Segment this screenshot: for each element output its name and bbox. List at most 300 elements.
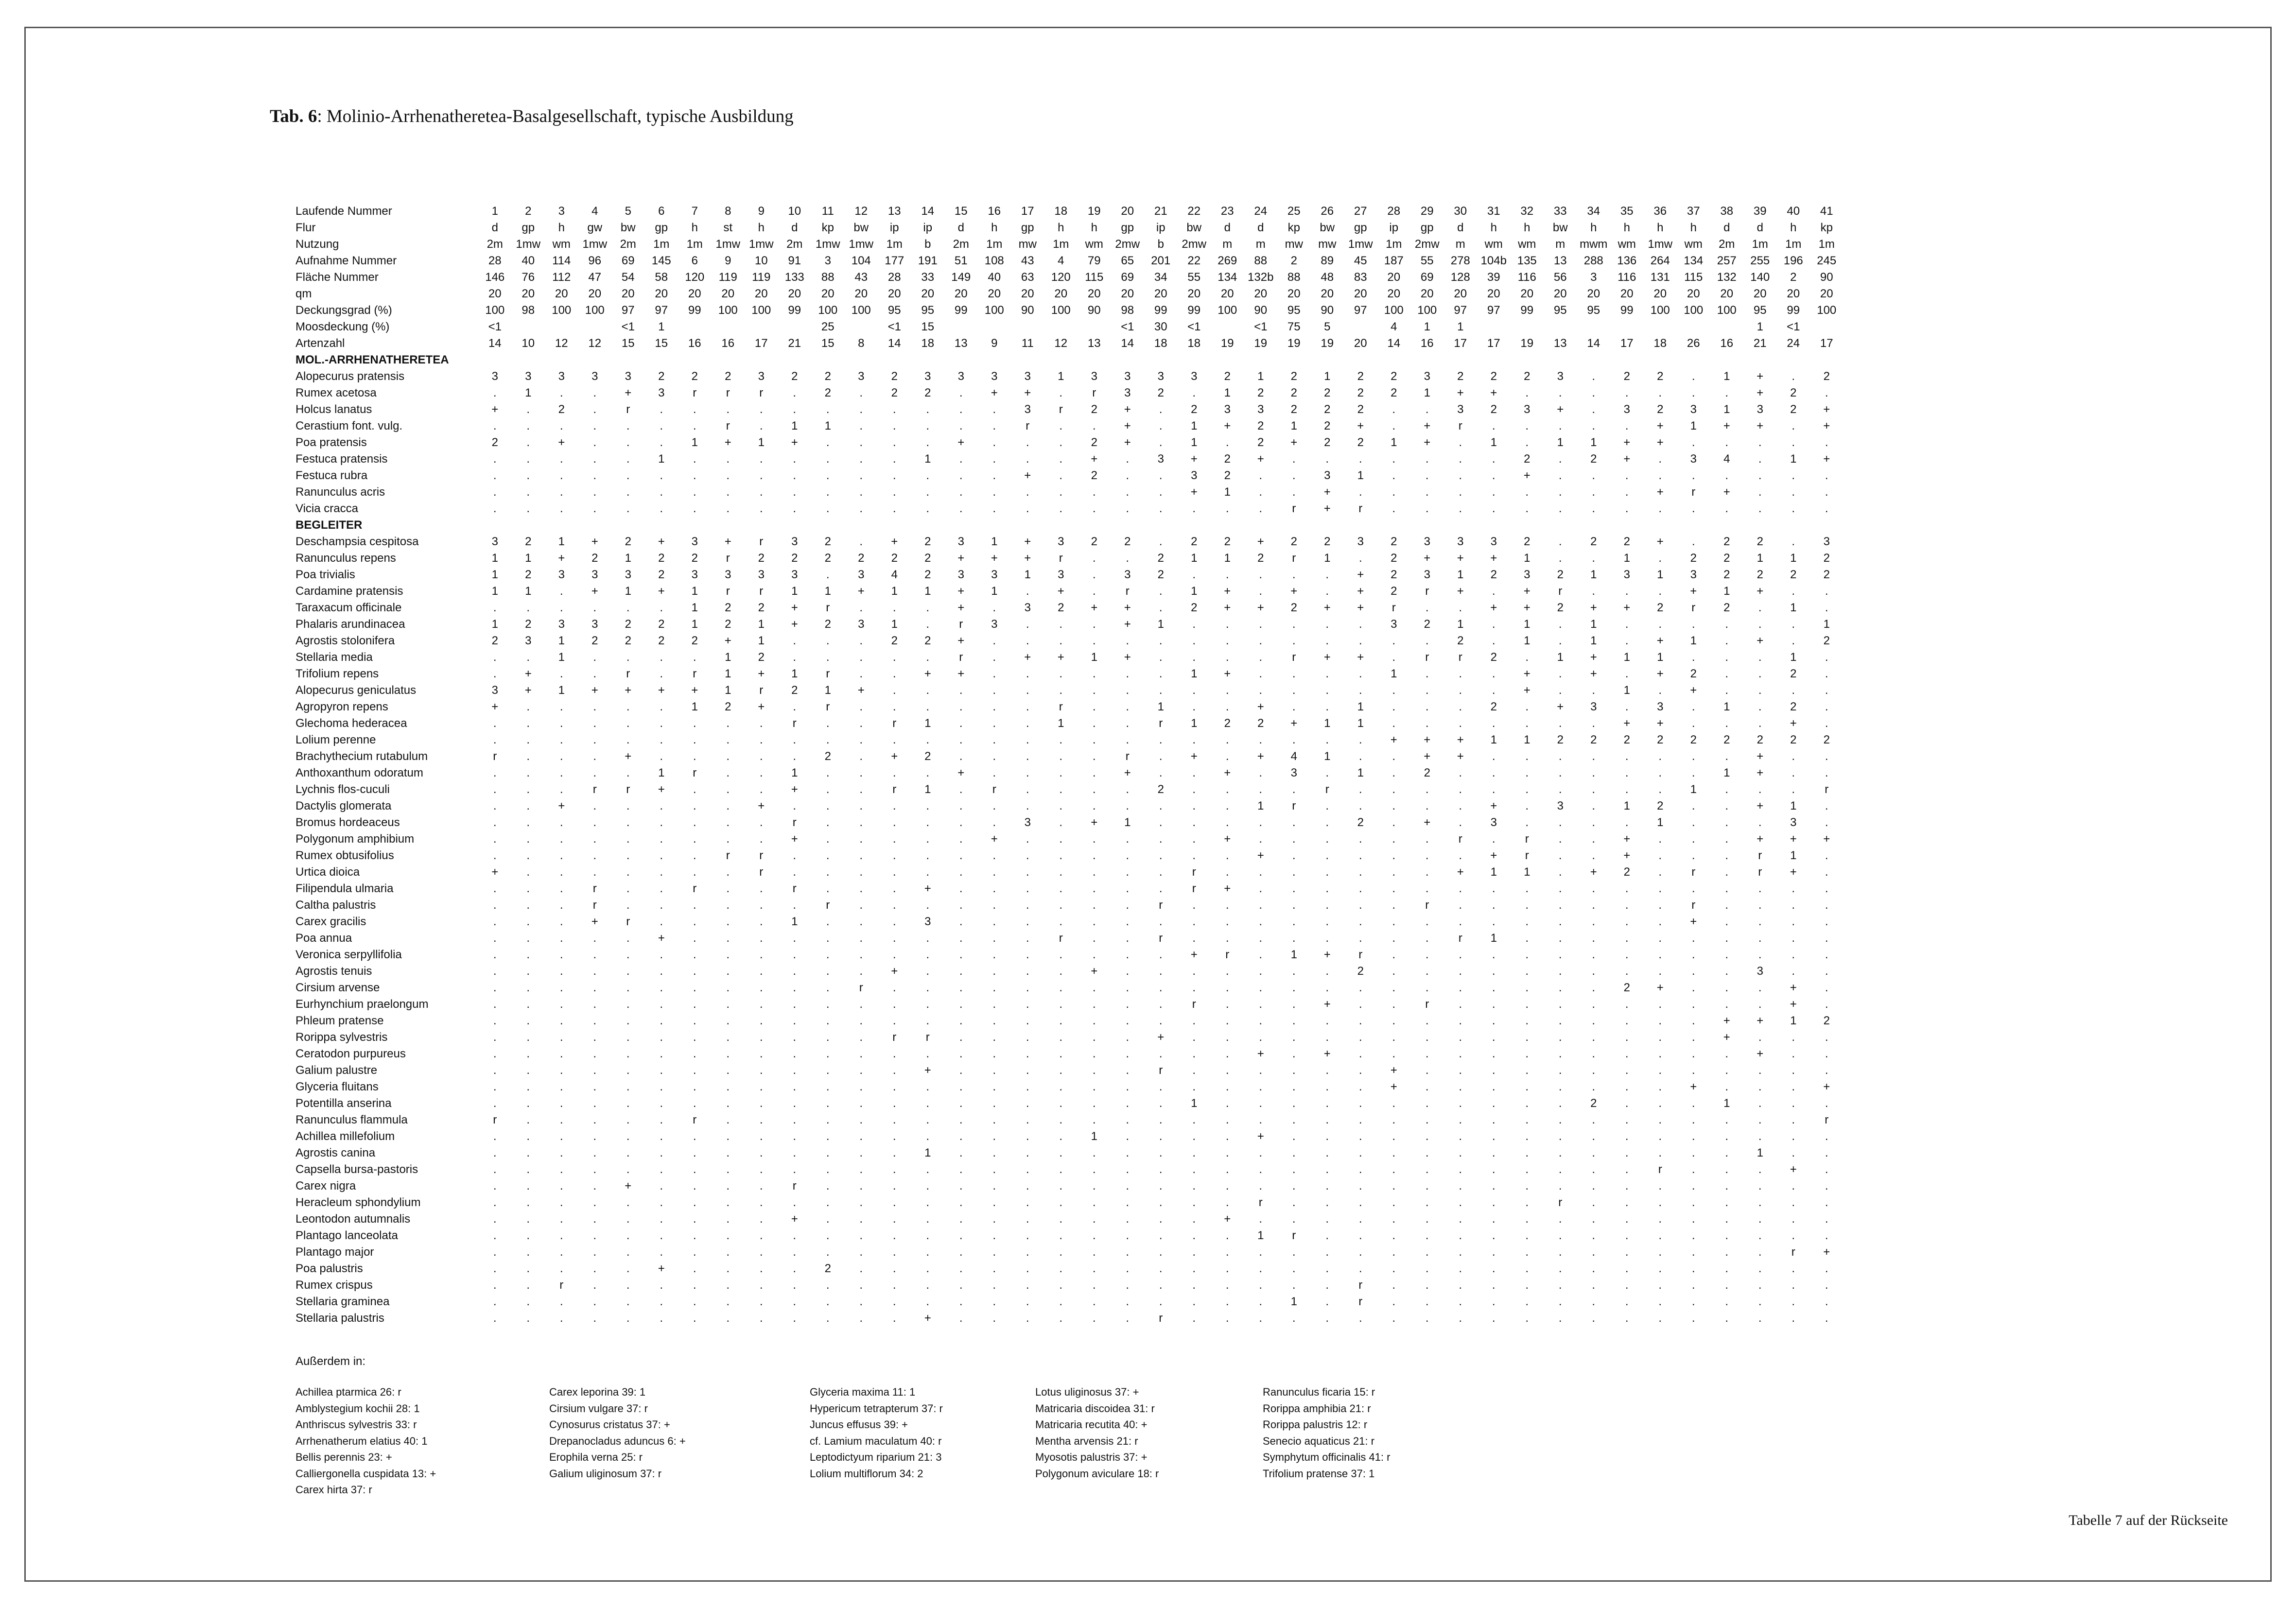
table-cell: gp — [655, 221, 668, 234]
table-cell: 20 — [1753, 287, 1767, 300]
table-cell: . — [1159, 1196, 1163, 1209]
table-cell: . — [1658, 1295, 1662, 1308]
table-cell: . — [892, 1163, 896, 1176]
table-cell: . — [726, 452, 730, 466]
table-cell: ip — [889, 221, 899, 234]
table-cell: . — [1758, 502, 1762, 515]
table-cell: . — [1425, 667, 1429, 680]
table-cell: . — [1492, 998, 1496, 1011]
table-cell: . — [892, 1014, 896, 1027]
table-cell: . — [1725, 849, 1729, 862]
table-title-text: : Molinio-Arrhenatheretea-Basalgesellschaft, typische Ausbildung — [317, 106, 794, 126]
table-cell: . — [1126, 1031, 1130, 1044]
table-cell: . — [693, 948, 696, 961]
table-cell: gp — [1121, 221, 1134, 234]
table-cell: + — [1757, 585, 1764, 598]
table-cell: 3 — [525, 634, 532, 647]
table-cell: mw — [1318, 238, 1337, 251]
table-cell: 3 — [658, 386, 665, 399]
table-cell: 8 — [858, 337, 865, 350]
table-cell: r — [1691, 899, 1696, 912]
table-cell: 2 — [1257, 419, 1264, 432]
species-row — [296, 1079, 1844, 1095]
table-cell: 1 — [1058, 370, 1064, 383]
table-cell: 79 — [1087, 254, 1101, 267]
table-cell: 2 — [625, 634, 631, 647]
table-cell: . — [693, 750, 696, 763]
table-cell: . — [826, 915, 830, 928]
row-label: Eurhynchium praelongum — [296, 998, 429, 1011]
table-cell: . — [1126, 1179, 1130, 1192]
species-row — [296, 1211, 1844, 1227]
table-cell: . — [1658, 1031, 1662, 1044]
additional-species-item: Cynosurus cristatus 37: + — [549, 1418, 670, 1431]
table-cell: r — [726, 585, 730, 598]
table-cell: . — [1259, 1279, 1263, 1292]
table-cell: . — [859, 733, 863, 746]
table-cell: d — [1723, 221, 1730, 234]
table-cell: . — [559, 998, 563, 1011]
table-cell: . — [1425, 1130, 1429, 1143]
table-cell: . — [1625, 386, 1629, 399]
table-cell: . — [1459, 965, 1462, 978]
table-cell: + — [724, 436, 731, 449]
table-cell: . — [1425, 700, 1429, 713]
species-row — [296, 1095, 1844, 1112]
table-cell: . — [626, 816, 630, 829]
table-cell: . — [892, 1146, 896, 1159]
table-cell: 8 — [725, 205, 731, 218]
table-cell: . — [1126, 1047, 1130, 1060]
table-cell: . — [1492, 981, 1496, 994]
table-cell: . — [1358, 849, 1362, 862]
species-row — [296, 881, 1844, 897]
table-cell: + — [591, 585, 598, 598]
table-cell: . — [1592, 485, 1596, 499]
table-cell: . — [1092, 849, 1096, 862]
table-cell: + — [1224, 419, 1231, 432]
table-cell: r — [592, 899, 597, 912]
table-cell: . — [1758, 1097, 1762, 1110]
table-cell: . — [1325, 981, 1329, 994]
table-cell: 2 — [1590, 452, 1597, 466]
table-cell: . — [1192, 965, 1196, 978]
table-cell: . — [1425, 1262, 1429, 1275]
table-cell: . — [1358, 552, 1362, 565]
table-cell: + — [1723, 485, 1730, 499]
table-cell: . — [1092, 1279, 1096, 1292]
table-cell: . — [526, 1179, 530, 1192]
table-cell: . — [1725, 965, 1729, 978]
table-cell: . — [826, 816, 830, 829]
table-cell: 100 — [585, 304, 605, 317]
table-cell: . — [926, 733, 930, 746]
species-row — [296, 1294, 1844, 1310]
table-cell: 3 — [1757, 403, 1763, 416]
table-cell: 20 — [1387, 271, 1401, 284]
header-row — [296, 236, 1844, 253]
table-cell: 6 — [658, 205, 665, 218]
table-cell: . — [1725, 1212, 1729, 1226]
table-cell: . — [1325, 1295, 1329, 1308]
table-cell: . — [1225, 750, 1229, 763]
row-label: Caltha palustris — [296, 899, 376, 912]
table-cell: 100 — [1218, 304, 1237, 317]
table-cell: 2 — [658, 370, 665, 383]
table-cell: 97 — [1354, 304, 1367, 317]
table-cell: . — [693, 915, 696, 928]
table-cell: . — [1026, 1146, 1029, 1159]
table-cell: . — [1492, 1196, 1496, 1209]
table-cell: 2 — [1391, 386, 1397, 399]
table-cell: . — [526, 1229, 530, 1242]
table-cell: . — [1459, 684, 1462, 697]
species-row — [296, 666, 1844, 682]
table-cell: . — [1225, 1047, 1229, 1060]
table-cell: . — [892, 667, 896, 680]
table-cell: . — [826, 799, 830, 812]
table-cell: r — [1159, 932, 1163, 945]
table-cell: . — [493, 816, 497, 829]
table-cell: 2 — [1224, 717, 1231, 730]
table-cell: . — [1758, 1130, 1762, 1143]
table-cell: r — [792, 816, 797, 829]
table-cell: . — [1092, 667, 1096, 680]
table-cell: + — [957, 436, 965, 449]
table-cell: . — [1225, 436, 1229, 449]
additional-species-item: Lotus uliginosus 37: + — [1035, 1386, 1139, 1398]
table-cell: . — [859, 1080, 863, 1093]
table-cell: + — [791, 601, 798, 614]
table-cell: 99 — [1620, 304, 1634, 317]
table-cell: . — [1092, 932, 1096, 945]
table-cell: . — [1492, 1031, 1496, 1044]
table-cell: . — [1059, 684, 1063, 697]
notes-column-2 — [549, 1384, 686, 1482]
table-cell: . — [1592, 684, 1596, 697]
table-cell: . — [726, 1146, 730, 1159]
table-cell: + — [1224, 585, 1231, 598]
table-cell: . — [1059, 750, 1063, 763]
table-cell: bw — [1186, 221, 1202, 234]
table-cell: . — [959, 1080, 963, 1093]
table-cell: . — [660, 849, 663, 862]
table-cell: 20 — [988, 287, 1001, 300]
table-cell: + — [1224, 601, 1231, 614]
table-cell: + — [1290, 717, 1298, 730]
table-cell: . — [759, 1031, 763, 1044]
table-cell: 1 — [1157, 700, 1164, 713]
table-cell: 1 — [1457, 568, 1464, 581]
table-cell: 2 — [725, 700, 731, 713]
row-label: Rorippa sylvestris — [296, 1031, 388, 1044]
table-cell: . — [1259, 1179, 1263, 1192]
table-cell: . — [1758, 1312, 1762, 1325]
species-row — [296, 434, 1844, 451]
table-cell: 36 — [1653, 205, 1667, 218]
table-cell: . — [1325, 684, 1329, 697]
table-cell: . — [1592, 981, 1596, 994]
table-cell: 1 — [625, 585, 631, 598]
table-cell: . — [593, 1279, 597, 1292]
table-cell: . — [1026, 965, 1029, 978]
table-cell: . — [1026, 1179, 1029, 1192]
table-cell: + — [1523, 684, 1531, 697]
additional-species-item: Glyceria maxima 11: 1 — [810, 1386, 916, 1398]
table-cell: . — [1259, 783, 1263, 796]
table-cell: . — [493, 733, 497, 746]
table-cell: . — [1392, 1014, 1396, 1027]
table-cell: . — [1325, 1146, 1329, 1159]
table-cell: + — [524, 684, 532, 697]
row-label: Trifolium repens — [296, 667, 379, 680]
table-cell: . — [526, 1080, 530, 1093]
table-cell: . — [1492, 1113, 1496, 1126]
table-cell: 2 — [758, 651, 765, 664]
table-cell: + — [1323, 485, 1331, 499]
additional-species-item: Matricaria discoidea 31: r — [1035, 1402, 1155, 1415]
table-cell: . — [926, 1179, 930, 1192]
table-cell: 1 — [924, 585, 931, 598]
table-cell: . — [1392, 502, 1396, 515]
table-cell: . — [1658, 1179, 1662, 1192]
table-cell: . — [493, 667, 497, 680]
table-cell: . — [1159, 733, 1163, 746]
table-cell: . — [559, 965, 563, 978]
table-cell: 1 — [1124, 816, 1131, 829]
table-cell: . — [593, 601, 597, 614]
table-cell: . — [1825, 1279, 1828, 1292]
table-cell: d — [1757, 221, 1763, 234]
table-cell: 3 — [1457, 403, 1464, 416]
table-cell: . — [1126, 1245, 1130, 1259]
table-cell: 3 — [1257, 403, 1264, 416]
table-cell: + — [1390, 1080, 1397, 1093]
table-cell: + — [1490, 799, 1497, 812]
table-cell: . — [959, 1064, 963, 1077]
table-cell: . — [1259, 915, 1263, 928]
table-cell: 100 — [984, 304, 1004, 317]
table-cell: + — [1124, 403, 1131, 416]
table-cell: . — [1292, 1262, 1296, 1275]
table-cell: . — [660, 1014, 663, 1027]
row-label: Galium palustre — [296, 1064, 378, 1077]
table-cell: . — [693, 998, 696, 1011]
table-cell: . — [926, 1245, 930, 1259]
table-cell: . — [1425, 1146, 1429, 1159]
table-cell: . — [759, 452, 763, 466]
table-cell: 4 — [1391, 320, 1397, 333]
row-label: Ranunculus repens — [296, 552, 396, 565]
table-cell: . — [1558, 998, 1562, 1011]
table-cell: h — [758, 221, 765, 234]
table-cell: . — [1825, 766, 1828, 779]
table-cell: + — [1590, 667, 1597, 680]
table-cell: 32 — [1520, 205, 1534, 218]
table-cell: . — [1825, 585, 1828, 598]
table-cell: . — [959, 1031, 963, 1044]
table-cell: . — [693, 1196, 696, 1209]
table-cell: 245 — [1817, 254, 1837, 267]
table-cell: 20 — [1454, 287, 1467, 300]
table-cell: . — [1625, 1212, 1629, 1226]
table-cell: + — [1490, 552, 1497, 565]
table-cell: 20 — [887, 287, 901, 300]
table-cell: . — [1825, 667, 1828, 680]
table-cell: . — [1525, 1312, 1529, 1325]
table-cell: 20 — [1220, 287, 1234, 300]
table-cell: . — [726, 816, 730, 829]
table-cell: . — [1592, 1130, 1596, 1143]
table-cell: . — [1225, 865, 1229, 879]
table-cell: . — [959, 981, 963, 994]
table-cell: . — [1758, 717, 1762, 730]
table-cell: . — [559, 485, 563, 499]
table-cell: r — [1525, 832, 1529, 846]
table-cell: . — [826, 1031, 830, 1044]
table-cell: . — [593, 403, 597, 416]
table-cell: . — [1725, 1196, 1729, 1209]
table-cell: 21 — [1154, 205, 1167, 218]
table-cell: . — [626, 700, 630, 713]
table-cell: 3 — [1690, 568, 1697, 581]
table-cell: 1 — [1058, 717, 1064, 730]
table-cell: . — [1159, 1146, 1163, 1159]
table-cell: . — [1592, 1212, 1596, 1226]
table-cell: r — [759, 535, 764, 548]
table-cell: 97 — [655, 304, 668, 317]
table-cell: 2 — [625, 618, 631, 631]
table-cell: . — [1459, 1262, 1462, 1275]
table-cell: . — [1325, 568, 1329, 581]
table-cell: 88 — [1287, 271, 1301, 284]
table-cell: . — [626, 1064, 630, 1077]
table-cell: . — [1425, 1064, 1429, 1077]
table-cell — [678, 319, 712, 335]
table-cell: . — [793, 1097, 797, 1110]
table-cell: r — [1458, 419, 1462, 432]
table-cell: . — [1026, 1047, 1029, 1060]
table-cell: . — [992, 932, 996, 945]
table-cell: . — [1159, 816, 1163, 829]
table-cell: 20 — [788, 287, 801, 300]
table-cell: . — [892, 1229, 896, 1242]
table-cell: . — [992, 419, 996, 432]
table-cell: 1 — [791, 419, 798, 432]
table-cell: . — [759, 1064, 763, 1077]
table-cell: . — [1126, 1080, 1130, 1093]
table-cell: . — [1825, 849, 1828, 862]
table-cell: . — [992, 1097, 996, 1110]
table-cell: 3 — [1324, 469, 1331, 482]
table-cell: . — [793, 700, 797, 713]
table-cell: 29 — [1420, 205, 1434, 218]
table-cell: . — [826, 1179, 830, 1192]
table-cell: 1 — [1823, 618, 1830, 631]
table-cell: . — [1392, 816, 1396, 829]
table-cell: + — [1656, 634, 1664, 647]
table-cell: . — [759, 1113, 763, 1126]
table-cell: . — [1059, 452, 1063, 466]
table-cell: . — [959, 998, 963, 1011]
table-cell: . — [726, 832, 730, 846]
table-cell: 2 — [1191, 601, 1198, 614]
table-cell: 1 — [1790, 651, 1797, 664]
table-cell: 3 — [1590, 271, 1597, 284]
table-cell: . — [1825, 965, 1828, 978]
table-cell: . — [1159, 1279, 1163, 1292]
table-cell: . — [726, 915, 730, 928]
table-cell: . — [559, 750, 563, 763]
table-cell: . — [726, 899, 730, 912]
table-cell: . — [826, 1080, 830, 1093]
table-cell: . — [859, 849, 863, 862]
table-cell: . — [493, 1279, 497, 1292]
table-cell: h — [1058, 221, 1064, 234]
table-cell — [978, 319, 1011, 335]
table-cell: 1 — [491, 568, 498, 581]
table-cell: ip — [1389, 221, 1399, 234]
table-cell: . — [1059, 849, 1063, 862]
table-cell: . — [826, 783, 830, 796]
table-cell: . — [1225, 1295, 1229, 1308]
table-cell: . — [793, 1014, 797, 1027]
table-cell: 1 — [1457, 618, 1464, 631]
table-cell: . — [826, 1047, 830, 1060]
table-cell: 90 — [1254, 304, 1268, 317]
table-cell: 3 — [491, 370, 498, 383]
table-cell: . — [726, 403, 730, 416]
table-cell: . — [1225, 799, 1229, 812]
table-cell: . — [1325, 1262, 1329, 1275]
header-row — [296, 203, 1844, 220]
table-cell: 3 — [957, 568, 964, 581]
table-cell: . — [1026, 452, 1029, 466]
table-cell: . — [1392, 915, 1396, 928]
species-row — [296, 1178, 1844, 1194]
table-cell: . — [660, 1113, 663, 1126]
table-cell: . — [1792, 1130, 1795, 1143]
table-cell: 4 — [591, 205, 598, 218]
table-cell: r — [892, 783, 897, 796]
table-cell: 119 — [718, 271, 737, 284]
table-cell: 3 — [991, 618, 998, 631]
table-cell: 100 — [1051, 304, 1071, 317]
table-cell: . — [926, 1113, 930, 1126]
table-cell: 76 — [522, 271, 535, 284]
table-cell: . — [493, 932, 497, 945]
table-cell: . — [959, 419, 963, 432]
additional-species-item: Carex leporina 39: 1 — [549, 1386, 646, 1398]
table-cell: . — [1358, 634, 1362, 647]
table-cell: . — [1092, 1196, 1096, 1209]
table-cell: bw — [1320, 221, 1335, 234]
row-label: Stellaria media — [296, 651, 373, 664]
table-cell: 2 — [1790, 386, 1797, 399]
table-cell: . — [1425, 1196, 1429, 1209]
table-cell: . — [1658, 1130, 1662, 1143]
table-cell: . — [626, 1262, 630, 1275]
table-cell: 51 — [954, 254, 968, 267]
table-cell: . — [1059, 1229, 1063, 1242]
table-cell: . — [1192, 849, 1196, 862]
table-cell: . — [493, 1245, 497, 1259]
table-cell: 3 — [1124, 568, 1131, 581]
table-cell: 2 — [1490, 370, 1497, 383]
table-cell: 20 — [1021, 287, 1034, 300]
table-cell: . — [493, 1262, 497, 1275]
table-cell: . — [1658, 1196, 1662, 1209]
